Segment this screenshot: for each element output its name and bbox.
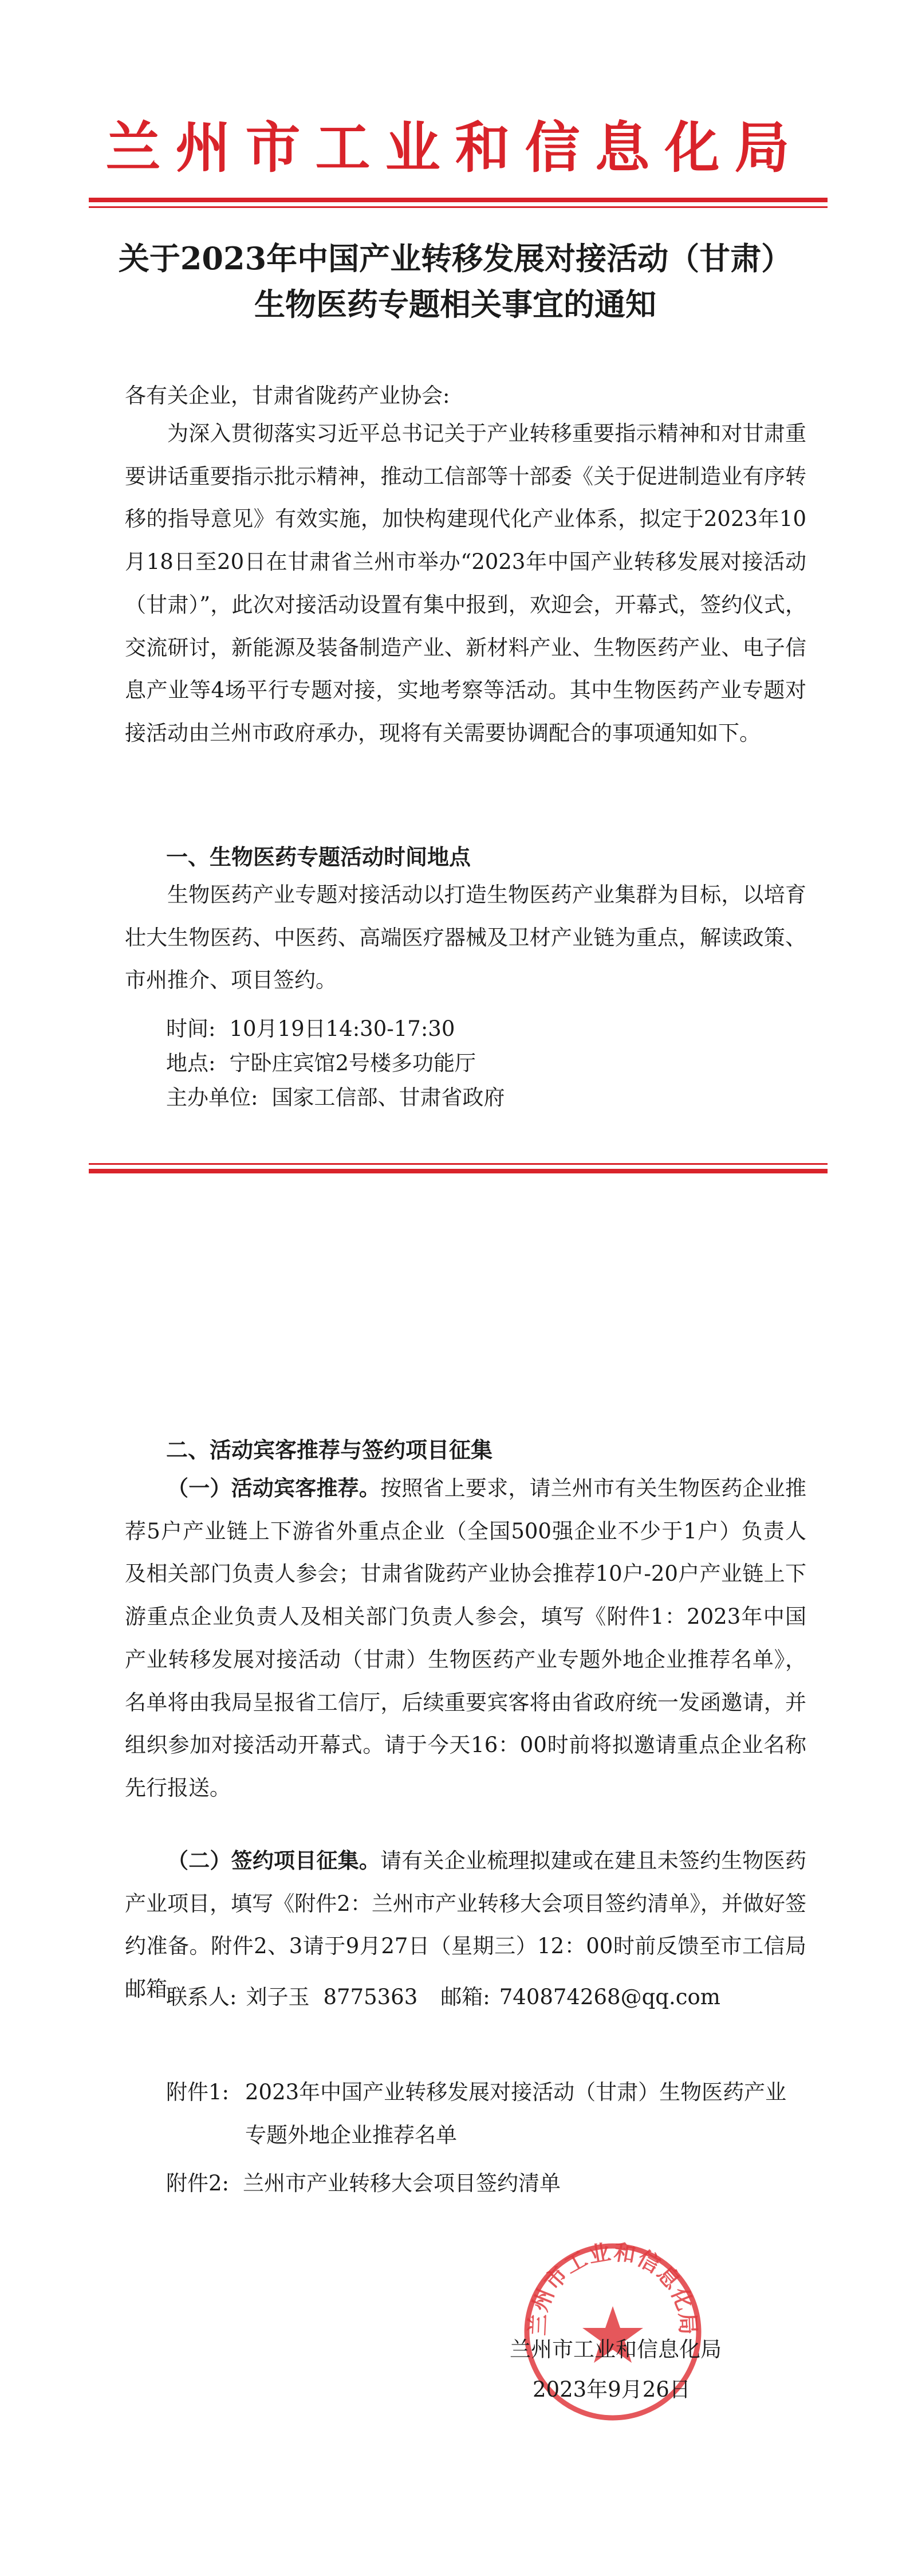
part1-label: （一）活动宾客推荐。	[167, 1475, 381, 1501]
contact-label: 联系人:	[166, 1985, 237, 2009]
event-time-label: 时间:	[166, 1016, 216, 1041]
part2-label: （二）签约项目征集。	[167, 1848, 381, 1873]
attachment-1-label: 附件1:	[166, 2080, 230, 2104]
event-time	[166, 1011, 455, 1042]
event-host-label: 主办单位:	[166, 1085, 258, 1110]
attachment-2	[166, 2166, 561, 2197]
event-time-value: 10月19日14:30-17:30	[229, 1016, 455, 1041]
header-rule-thick	[89, 198, 828, 202]
issuing-org-header: 兰州市工业和信息化局	[105, 116, 805, 180]
contact-phone: 8775363	[323, 1985, 418, 2009]
attachment-1	[166, 2071, 807, 2157]
attachment-2-text: 兰州市产业转移大会项目签约清单	[243, 2171, 561, 2196]
contact-line	[166, 1980, 720, 2010]
contact-name: 刘子玉	[246, 1985, 310, 2009]
salutation: 各有关企业，甘肃省陇药产业协会:	[125, 383, 450, 408]
signature-date: 2023年9月26日	[533, 2377, 691, 2402]
section1-body: 生物医药产业专题对接活动以打造生物医药产业集群为目标，以培育壮大生物医药、中医药、高端医疗器械及卫材产业链为重点，解读政策、市州推介、项目签约。	[125, 882, 806, 993]
section2-heading: 二、活动宾客推荐与签约项目征集	[166, 1438, 493, 1463]
email-value: 740874268@qq.com	[499, 1985, 720, 2009]
signature-org: 兰州市工业和信息化局	[510, 2337, 722, 2362]
document-title-line2: 生物医药专题相关事宜的通知	[254, 286, 656, 323]
divider-rule-thick	[89, 1169, 828, 1173]
part2-body: 请有关企业梳理拟建或在建且未签约生物医药产业项目，填写《附件2：兰州市产业转移大会项目签约清单》，并做好签约准备。附件2、3请于9月27日（星期三）12：00时前反馈至市工信局邮箱。	[125, 1848, 807, 2002]
event-host-value: 国家工信部、甘肃省政府	[271, 1085, 505, 1110]
section1-heading: 一、生物医药专题活动时间地点	[166, 845, 471, 870]
document-title-line1: 关于2023年中国产业转移发展对接活动（甘肃）	[118, 240, 793, 277]
seal-text: 兰州市工业和信息化局	[525, 2239, 701, 2337]
event-place-value: 宁卧庄宾馆2号楼多功能厅	[229, 1051, 476, 1075]
email-label: 邮箱:	[440, 1985, 490, 2009]
event-place	[166, 1046, 476, 1077]
section2-part1	[125, 1467, 806, 1810]
part1-body: 按照省上要求，请兰州市有关生物医药企业推荐5户产业链上下游省外重点企业（全国500强企业不少于1户）负责人及相关部门负责人参会；甘肃省陇药产业协会推荐10户-20户产业链上下游重点企业负责人及相关部门负责人参会，填写《附件1：2023年中国产业转移发展对接活动（甘肃）生物医药产业专题外地企业推荐名单》，名单将由我局呈报省工信厅，后续重要宾客将由省政府统一发函邀请，并组织参加对接活动开幕式。请于今天16：00时前将拟邀请重点企业名称先行报送。	[125, 1476, 807, 1801]
event-host	[166, 1080, 505, 1111]
attachment-2-label: 附件2:	[166, 2171, 230, 2196]
event-place-label: 地点:	[166, 1051, 216, 1075]
intro-paragraph: 为深入贯彻落实习近平总书记关于产业转移重要指示精神和对甘肃重要讲话重要指示批示精神，推动工信部等十部委《关于促进制造业有序转移的指导意见》有效实施，加快构建现代化产业体系，拟定于2023年10月18日至20日在甘肃省兰州市举办“2023年中国产业转移发展对接活动（甘肃）”，此次对接活动设置有集中报到，欢迎会，开幕式，签约仪式，交流研讨，新能源及装备制造产业、新材料产业、生物医药产业、电子信息产业等4场平行专题对接，实地考察等活动。其中生物医药产业专题对接活动由兰州市政府承办，现将有关需要协调配合的事项通知如下。	[125, 421, 806, 746]
divider-rule-thin	[89, 1163, 828, 1165]
header-rule-thin	[89, 206, 828, 208]
attachment-1-text: 2023年中国产业转移发展对接活动（甘肃）生物医药产业专题外地企业推荐名单	[245, 2080, 787, 2147]
